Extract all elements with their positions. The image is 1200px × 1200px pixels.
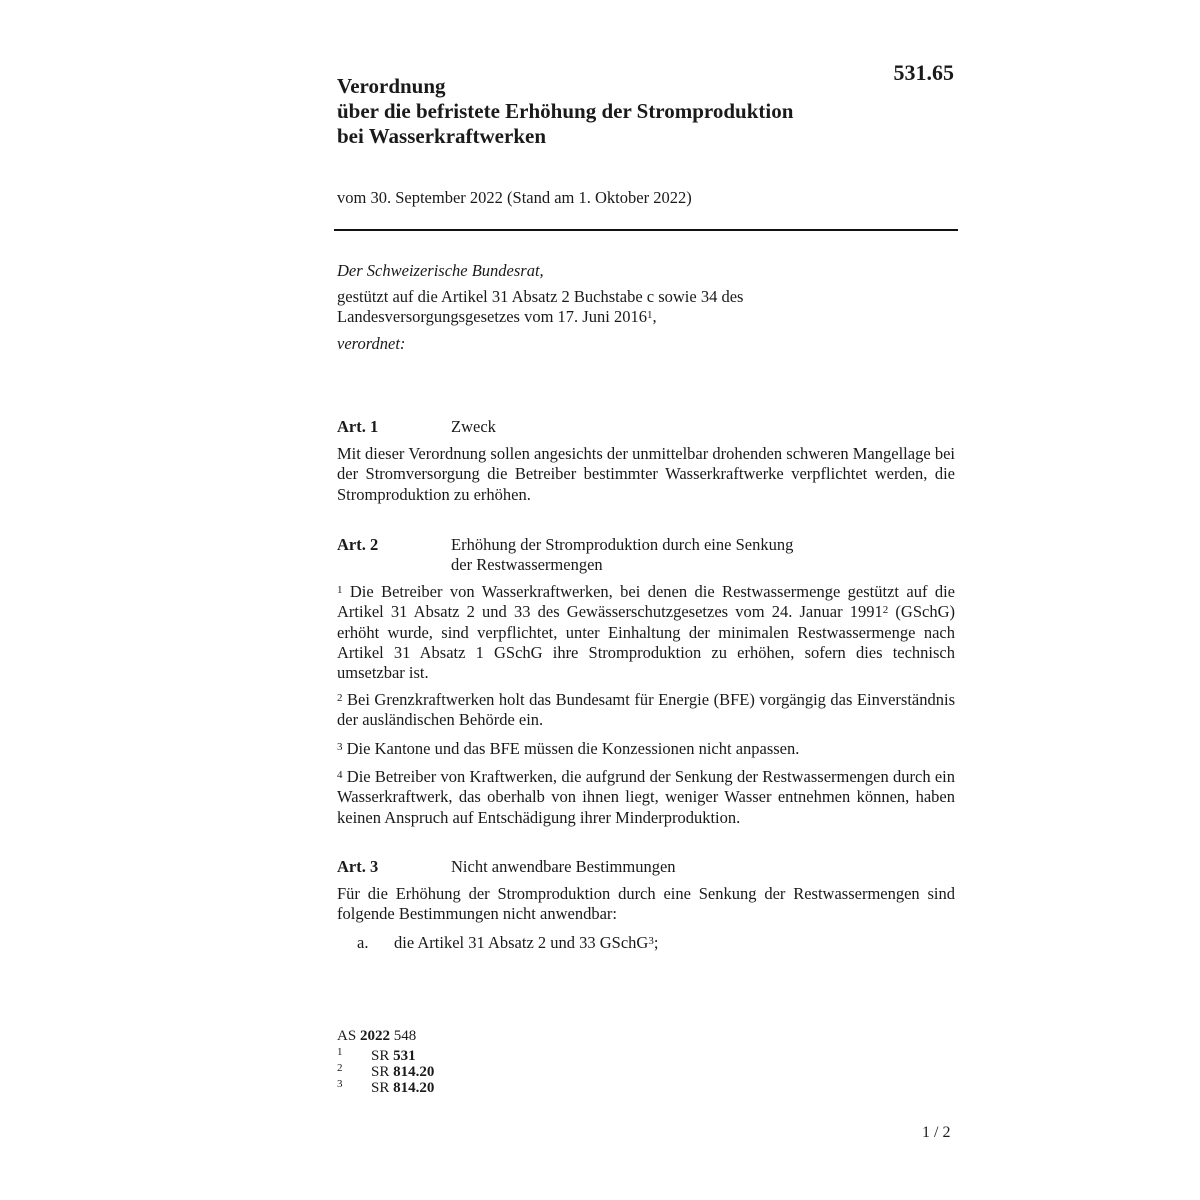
header-divider <box>334 229 958 231</box>
preamble-basis-line: gestützt auf die Artikel 31 Absatz 2 Buchstabe c sowie 34 des <box>337 287 744 306</box>
article-paragraph: $^3$ Die Kantone und das BFE müssen die Konzessionen nicht anpassen. <box>337 739 800 758</box>
article-number: Art. 3 <box>337 857 379 876</box>
paragraph-number: 1 <box>337 584 343 596</box>
article-number: Art. 2 <box>337 535 379 554</box>
article-paragraph: Für die Erhöhung der Stromproduktion durch eine Senkung der Restwassermengen sind folgende Bestimmungen nicht anwendbar: <box>337 884 955 924</box>
article-paragraph: $^4$ Die Betreiber von Kraftwerken, die aufgrund der Senkung der Restwassermengen durch ein Wasserkraftwerk, das oberhalb von ihnen liegt, weniger Wasser entnehmen können, haben keinen Anspruch auf Entschädigung ihrer Minderproduktion. <box>337 767 956 827</box>
footnote-ref[interactable]: 1 <box>646 309 653 321</box>
footnote-number: 3 <box>337 1078 343 1090</box>
article-title: Zweck <box>451 417 496 436</box>
paragraph-number: 4 <box>337 769 343 781</box>
footnote-number: 1 <box>337 1046 343 1058</box>
article-title: Nicht anwendbare Bestimmungen <box>451 857 676 876</box>
list-item-label: a. <box>357 933 369 952</box>
preamble-basis-line: Landesversorgungsgesetzes vom 17. Juni 2016$^1$, <box>337 307 657 326</box>
official-collection-ref: AS 2022 548 <box>337 1028 417 1044</box>
title-line: bei Wasserkraftwerken <box>337 124 547 148</box>
document-page: 531.65 Verordnung über die befristete Erhöhung der Stromproduktion bei Wasserkraftwerken vom 30. September 2022 (Stand am 1. Oktober 2022) Der Schweizerische Bundesrat, gestützt auf die Artikel 31 Absatz 2 Buchstabe c sowie 34 des Landesversorgungsgesetzes vom 17. Juni 2016$^1$, verordnet: Art. 1 Zweck Mit dieser Verordnung sollen angesichts der unmittelbar drohenden schweren Mangellage bei der Stromversorgung die Betreiber bestimmter Wasserkraftwerke verpflichtet werden, die Stromproduktion zu erhöhen. Art. 2 Erhöhung der Stromproduktion durch eine Senkung der Restwassermengen $^1$ Die Betreiber von Wasserkraftwerken, bei denen die Restwassermenge gestützt auf die Artikel 31 Absatz 2 und 33 des Gewässerschutzgesetzes vom 24. Januar 1991$^2$ (GSchG) erhöht wurde, sind verpflichtet, unter Einhaltung der minimalen Restwassermenge nach Artikel 31 Absatz 1 GSchG ihre Stromproduktion zu erhöhen, sofern dies technisch umsetzbar ist. $^2$ Bei Grenzkraftwerken holt das Bundesamt für Energie (BFE) vorgängig das Einverständnis der ausländischen Behörde ein. $^3$ Die Kantone und das BFE müssen die Konzessionen nicht anpassen. $^4$ Die Betreiber von Kraftwerken, die aufgrund der Senkung der Restwassermengen durch ein Wasserkraftwerk, das oberhalb von ihnen liegt, weniger Wasser entnehmen können, haben keinen Anspruch auf Entschädigung ihrer Minderproduktion. Art. 3 Nicht anwendbare Bestimmungen Für die Erhöhung der Stromproduktion durch eine Senkung der Restwassermengen sind folgende Bestimmungen nicht anwendbar: a. die Artikel 31 Absatz 2 und 33 GSchG$^3$; AS 2022 548 1 SR 531 2 SR 814.20 3 SR 814.20 1 / 2 <box>0 0 1200 1200</box>
title-line: Verordnung <box>337 74 446 98</box>
page-number: 1 / 2 <box>922 1124 951 1141</box>
footnote-number: 2 <box>337 1062 343 1074</box>
preamble-authority: Der Schweizerische Bundesrat, <box>337 261 544 280</box>
list-item: a. die Artikel 31 Absatz 2 und 33 GSchG$^3$; <box>357 933 659 952</box>
footnote-ref[interactable]: 2 <box>882 604 889 617</box>
article-paragraph: $^2$ Bei Grenzkraftwerken holt das Bundesamt für Energie (BFE) vorgängig das Einverständnis der ausländischen Behörde ein. <box>337 690 955 730</box>
list-item-text: die Artikel 31 Absatz 2 und 33 GSchG <box>394 933 649 952</box>
footnote-ref[interactable]: 3 <box>648 935 654 947</box>
article-number: Art. 1 <box>337 417 379 436</box>
date-line: vom 30. September 2022 (Stand am 1. Oktober 2022) <box>337 188 692 207</box>
title-line: über die befristete Erhöhung der Stromproduktion <box>337 99 794 123</box>
article-title: Erhöhung der Stromproduktion durch eine Senkung der Restwassermengen <box>451 535 794 574</box>
ordinance-title <box>337 74 897 149</box>
preamble-decree: verordnet: <box>337 334 406 353</box>
paragraph-number: 2 <box>337 692 343 704</box>
preamble-basis <box>337 287 955 327</box>
article-paragraph: $^1$ Die Betreiber von Wasserkraftwerken, bei denen die Restwassermenge gestützt auf die Artikel 31 Absatz 2 und 33 des Gewässerschutzgesetzes vom 24. Januar 1991$^2$ (GSchG) erhöht wurde, sind verpflichtet, unter Einhaltung der minimalen Restwassermenge nach Artikel 31 Absatz 1 GSchG ihre Stromproduktion zu erhöhen, sofern dies technisch umsetzbar ist. <box>337 582 955 683</box>
sr-number: 531.65 <box>893 60 954 85</box>
paragraph-number: 3 <box>337 741 343 753</box>
article-paragraph: Mit dieser Verordnung sollen angesichts der unmittelbar drohenden schweren Mangellage bei der Stromversorgung die Betreiber bestimmter Wasserkraftwerke verpflichtet werden, die Stromproduktion zu erhöhen. <box>337 444 955 504</box>
